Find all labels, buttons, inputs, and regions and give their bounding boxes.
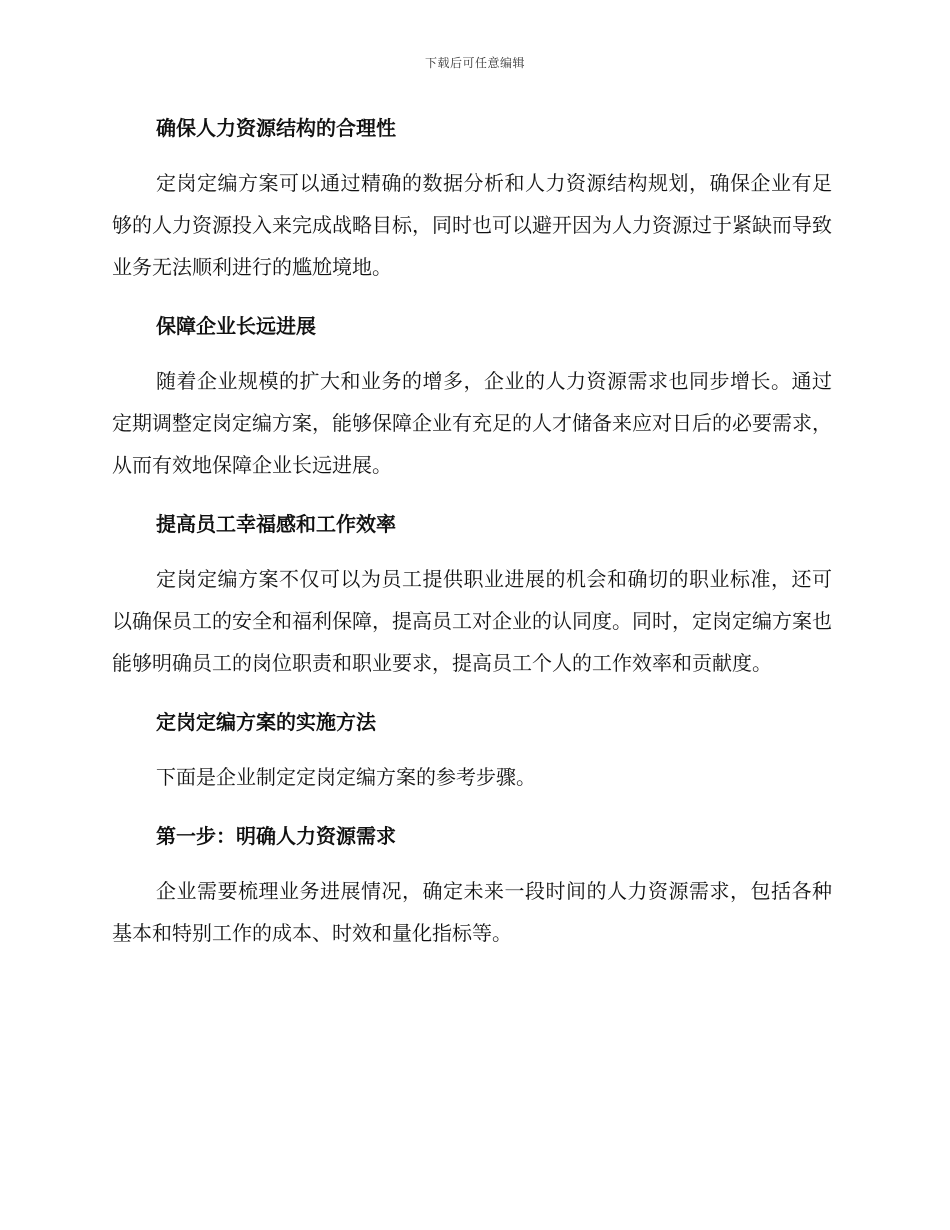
page-header-note: 下载后可任意编辑 bbox=[424, 56, 525, 70]
section-heading-long-term: 保障企业长远进展 bbox=[156, 314, 316, 338]
section-heading-implementation: 定岗定编方案的实施方法 bbox=[156, 710, 376, 734]
section-paragraph-long-term: 随着企业规模的扩大和业务的增多，企业的人力资源需求也同步增长。通过定期调整定岗定编方案，能够保障企业有充足的人才储备来应对日后的必要需求，从而有效地保障企业长远进展。 bbox=[112, 369, 832, 477]
section-paragraph-structure: 定岗定编方案可以通过精确的数据分析和人力资源结构规划，确保企业有足够的人力资源投入来完成战略目标，同时也可以避开因为人力资源过于紧缺而导致业务无法顺利进行的尴尬境地。 bbox=[112, 171, 832, 279]
document-body bbox=[112, 108, 832, 972]
section-heading-happiness: 提高员工幸福感和工作效率 bbox=[156, 512, 396, 536]
section-paragraph-happiness: 定岗定编方案不仅可以为员工提供职业进展的机会和确切的职业标准，还可以确保员工的安全和福利保障，提高员工对企业的认同度。同时，定岗定编方案也能够明确员工的岗位职责和职业要求，提高员工个人的工作效率和贡献度。 bbox=[112, 567, 832, 675]
section-paragraph-step-one: 企业需要梳理业务进展情况，确定未来一段时间的人力资源需求，包括各种基本和特别工作的成本、时效和量化指标等。 bbox=[112, 879, 832, 945]
section-heading-structure: 确保人力资源结构的合理性 bbox=[156, 116, 396, 140]
section-paragraph-implementation: 下面是企业制定定岗定编方案的参考步骤。 bbox=[156, 765, 536, 789]
section-heading-step-one: 第一步：明确人力资源需求 bbox=[156, 824, 396, 848]
